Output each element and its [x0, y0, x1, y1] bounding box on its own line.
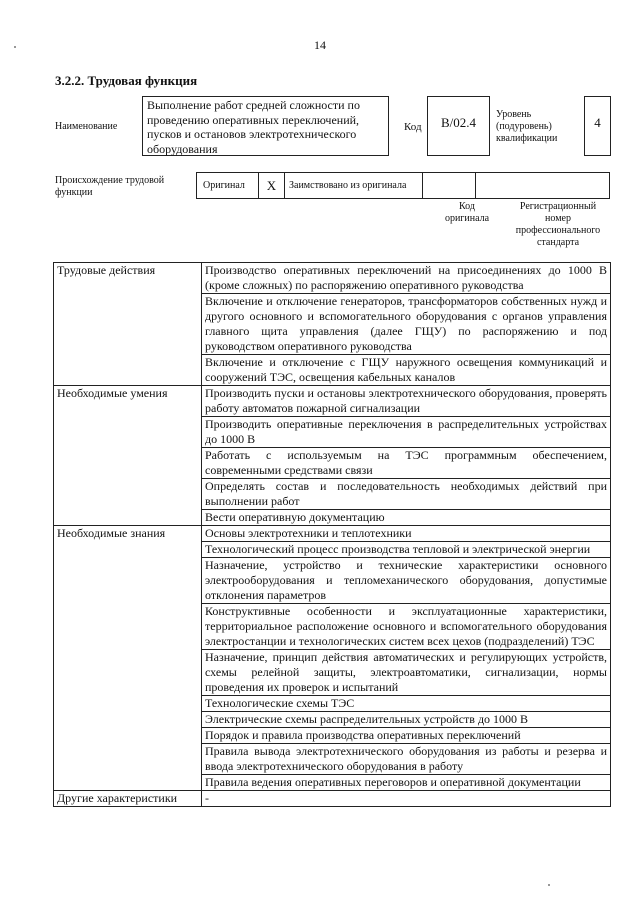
item-cell: Назначение, устройство и технические характеристики основного электрооборудования и тепломеханического оборудования, допустимые отклонения параметров [202, 558, 611, 604]
code-label: Код [404, 121, 422, 133]
original-mark: X [266, 177, 277, 193]
name-label: Наименование [55, 121, 118, 132]
origin-code-cell [423, 173, 476, 198]
page-number: 14 [314, 38, 326, 52]
item-cell: Электрические схемы распределительных устройств до 1000 В [202, 712, 611, 728]
table-row [54, 263, 611, 294]
reg-caption-line: Регистрационный [519, 201, 597, 212]
function-name-value: Выполнение работ средней сложности по проведению оперативных переключений, пусков и остановов электротехнического оборудования [147, 98, 360, 156]
code-box [427, 96, 490, 156]
section-title: 3.2.2. Трудовая функция [55, 73, 198, 88]
original-label: Оригинал [203, 180, 245, 191]
item-cell: Правила вывода электротехнического оборудования из работы и резерва и ввода электротехнического оборудования в работу [202, 744, 611, 775]
function-name-box [142, 96, 389, 156]
level-label [496, 109, 557, 145]
item-cell: Технологические схемы ТЭС [202, 696, 611, 712]
reg-caption [507, 201, 609, 249]
item-cell: Технологический процесс производства тепловой и электрической энергии [202, 542, 611, 558]
origin-label [55, 175, 164, 199]
origin-row [196, 172, 610, 199]
category-cell: Необходимые знания [54, 526, 202, 791]
item-cell: Порядок и правила производства оперативных переключений [202, 728, 611, 744]
scan-speck [548, 884, 550, 886]
original-mark-cell [259, 173, 285, 198]
item-cell: Производить оперативные переключения в распределительных устройствах до 1000 В [202, 417, 611, 448]
item-cell: Производить пуски и остановы электротехнического оборудования, проверять работу автоматов пожарной сигнализации [202, 386, 611, 417]
level-label-line: (подуровень) [496, 121, 552, 132]
item-cell: - [202, 791, 611, 807]
item-cell: Конструктивные особенности и эксплуатационные характеристики, территориальное расположение основного и вспомогательного оборудования электростанции и технологических систем всех цехов (подразделений) ТЭС [202, 604, 611, 650]
item-cell: Правила ведения оперативных переговоров и оперативной документации [202, 775, 611, 791]
category-cell: Необходимые умения [54, 386, 202, 526]
code-caption [423, 201, 511, 225]
level-label-line: квалификации [496, 133, 558, 144]
code-value: B/02.4 [440, 115, 477, 130]
item-cell: Назначение, принцип действия автоматических и регулирующих устройств, схемы релейной защиты, электроавтоматики, сигнализации, нормы проведения их проверок и испытаний [202, 650, 611, 696]
table-row [54, 526, 611, 542]
level-label-line: Уровень [496, 109, 532, 120]
reg-caption-line: номер [545, 213, 571, 224]
item-cell: Работать с используемым на ТЭС программным обеспечением, современными средствами связи [202, 448, 611, 479]
borrowed-cell [285, 173, 423, 198]
item-cell: Производство оперативных переключений на присоединениях до 1000 В (кроме сложных) по распоряжению оперативного руководства [202, 263, 611, 294]
item-cell: Вести оперативную документацию [202, 510, 611, 526]
reg-caption-line: профессионального [515, 225, 601, 236]
item-cell: Включение и отключение генераторов, трансформаторов собственных нужд и другого основного и вспомогательного оборудования с органов управления главного щита управления (далее ГЩУ) по распоряжению и под руководством оперативного руководства [202, 294, 611, 355]
borrowed-label: Заимствовано из оригинала [289, 180, 407, 191]
original-cell [197, 173, 259, 198]
item-cell: Включение и отключение с ГЩУ наружного освещения коммуникаций и сооружений ТЭС, освещения кабельных каналов [202, 355, 611, 386]
origin-reg-cell [476, 173, 609, 198]
level-box [584, 96, 611, 156]
function-table [53, 262, 611, 807]
table-row [54, 386, 611, 417]
code-caption-line: Код [459, 201, 475, 212]
item-cell: Определять состав и последовательность необходимых действий при выполнении работ [202, 479, 611, 510]
origin-label-line: Происхождение трудовой [55, 175, 165, 186]
reg-caption-line: стандарта [536, 237, 580, 248]
code-caption-line: оригинала [444, 213, 490, 224]
scan-speck [14, 46, 16, 48]
category-cell: Трудовые действия [54, 263, 202, 386]
category-cell: Другие характеристики [54, 791, 202, 807]
table-row [54, 791, 611, 807]
item-cell: Основы электротехники и теплотехники [202, 526, 611, 542]
level-value: 4 [594, 115, 601, 130]
origin-label-line: функции [55, 187, 93, 198]
